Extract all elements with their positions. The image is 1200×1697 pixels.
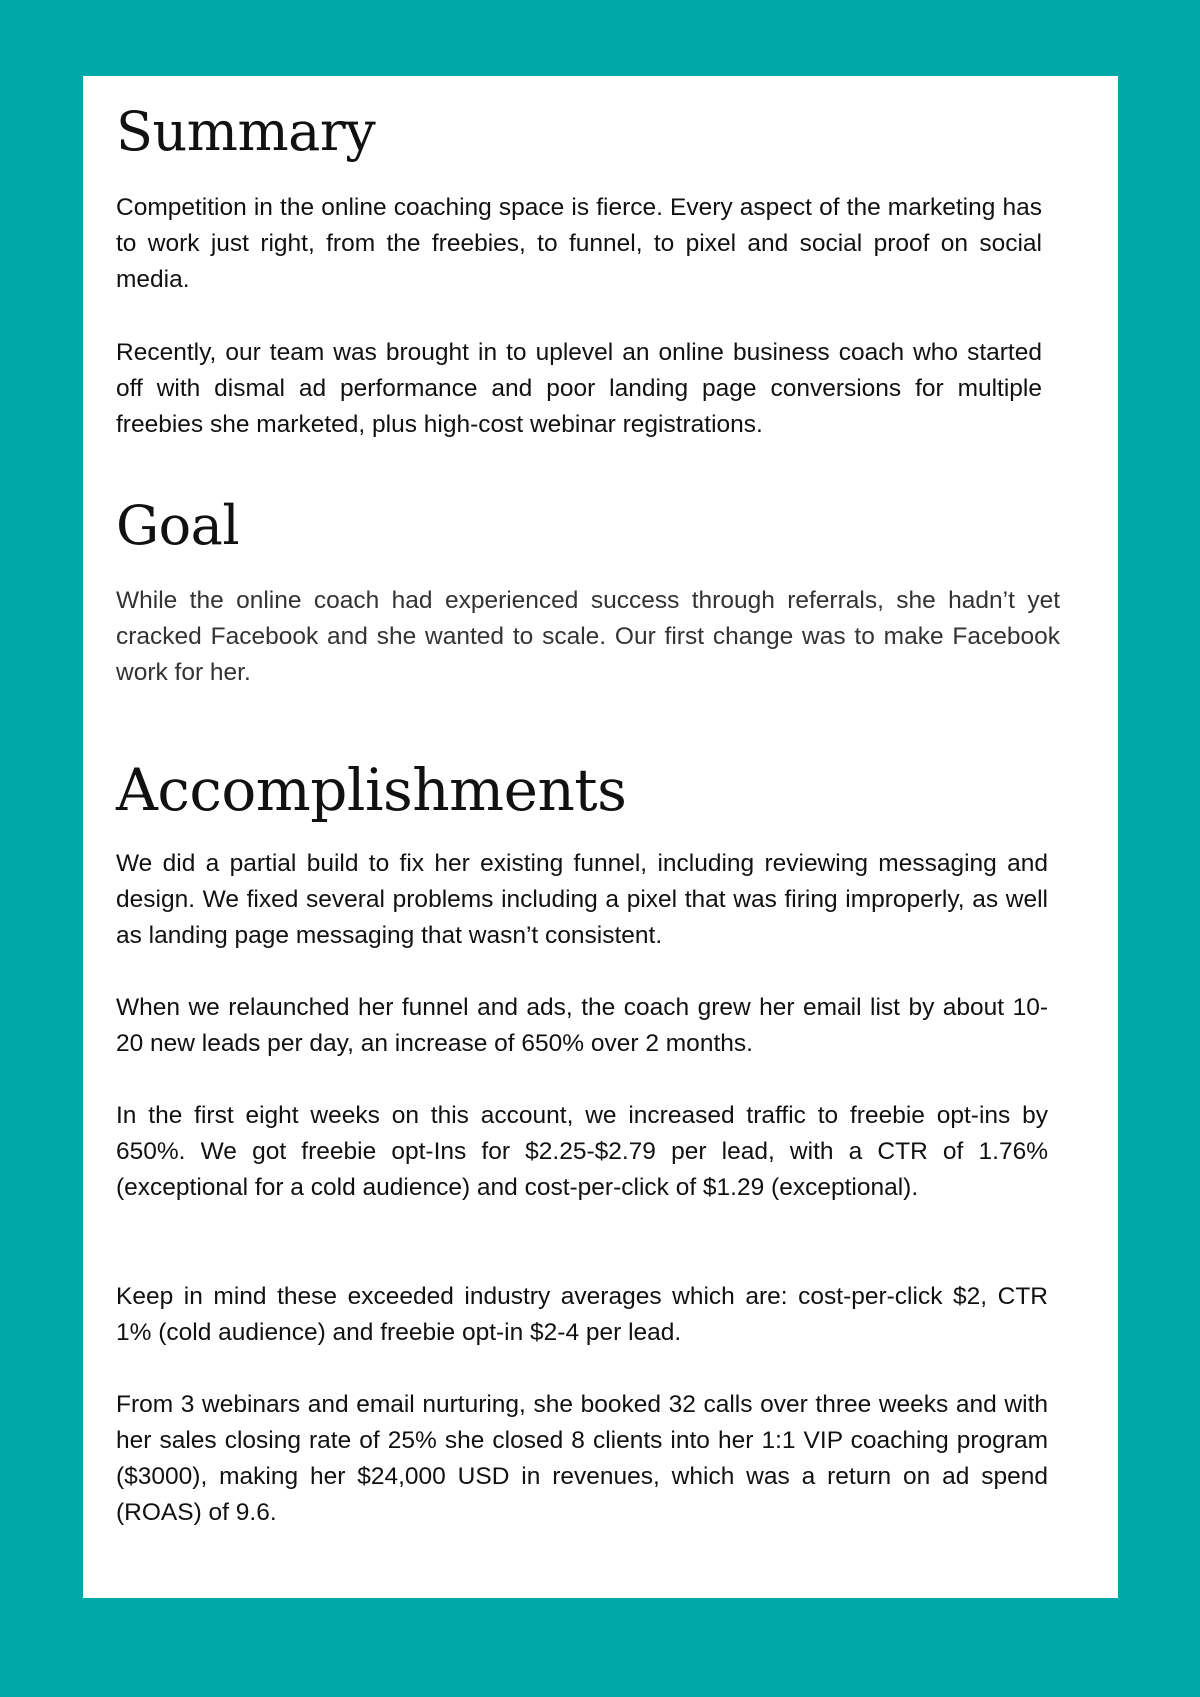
accomplishments-paragraph-1: We did a partial build to fix her existing funnel, including reviewing messaging and design. We fixed several problems including a pixel that was firing improperly, as well as landing page messaging that wasn’t consistent. — [116, 850, 1048, 949]
accomplishments-heading: Accomplishments — [116, 756, 627, 824]
document-card — [83, 76, 1118, 1598]
summary-paragraph-2: Recently, our team was brought in to uplevel an online business coach who started off with dismal ad performance and poor landing page conversions for multiple freebies she marketed, plus high-cost webinar registrations. — [116, 339, 1042, 438]
summary-paragraph-1: Competition in the online coaching space is fierce. Every aspect of the marketing has to work just right, from the freebies, to funnel, to pixel and social proof on social media. — [116, 194, 1042, 293]
accomplishments-paragraph-2: When we relaunched her funnel and ads, the coach grew her email list by about 10-20 new leads per day, an increase of 650% over 2 months. — [116, 994, 1048, 1057]
accomplishments-paragraph-5: From 3 webinars and email nurturing, she booked 32 calls over three weeks and with her sales closing rate of 25% she closed 8 clients into her 1:1 VIP coaching program ($3000), making her $24,000 USD in revenues, which was a return on ad spend (ROAS) of 9.6. — [116, 1391, 1048, 1526]
accomplishments-paragraph-3: In the first eight weeks on this account, we increased traffic to freebie opt-ins by 650%. We got freebie opt-Ins for $2.25-$2.79 per lead, with a CTR of 1.76% (exceptional for a cold audience) and cost-per-click of $1.29 (exceptional). — [116, 1102, 1048, 1201]
accomplishments-paragraph-4: Keep in mind these exceeded industry averages which are: cost-per-click $2, CTR 1% (cold audience) and freebie opt-in $2-4 per lead. — [116, 1283, 1048, 1346]
goal-heading: Goal — [116, 494, 240, 557]
summary-heading: Summary — [116, 100, 376, 163]
goal-paragraph-1: While the online coach had experienced success through referrals, she hadn’t yet cracked Facebook and she wanted to scale. Our first change was to make Facebook work for her. — [116, 587, 1060, 686]
